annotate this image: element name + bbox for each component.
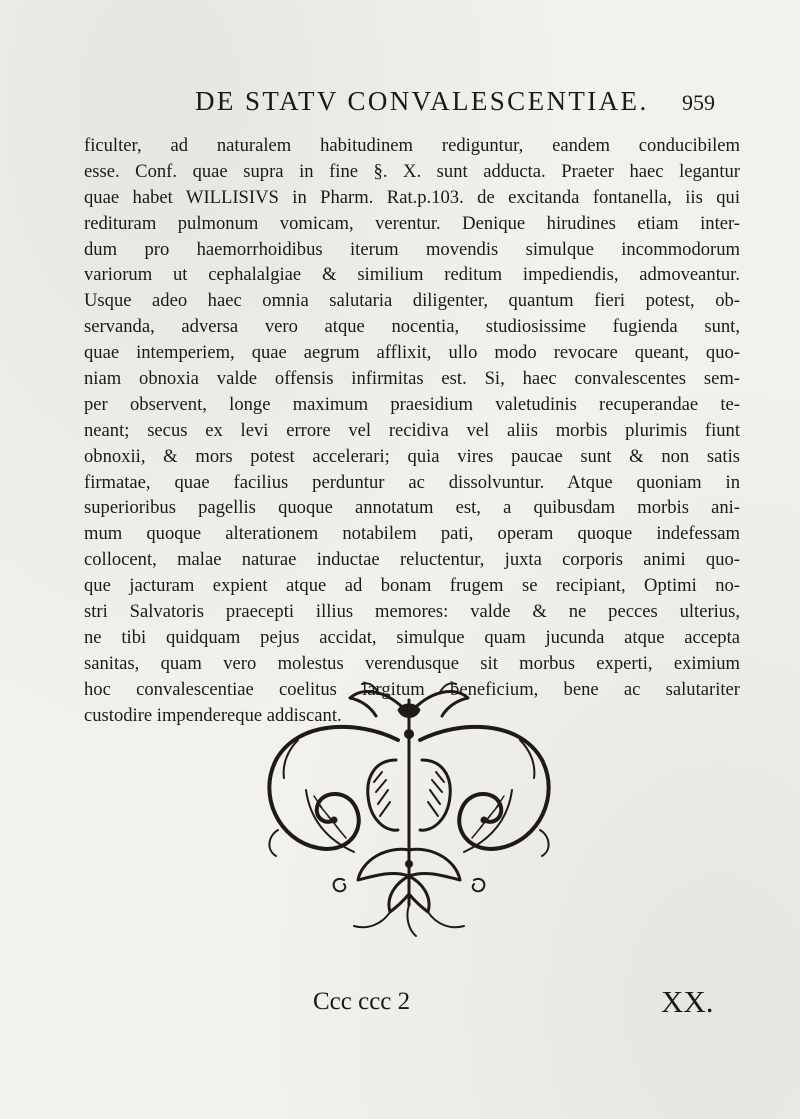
text-line: niam obnoxia valde offensis infirmitas est. Si, haec convalescentes sem- bbox=[84, 368, 740, 390]
floral-tailpiece-ornament-icon bbox=[258, 680, 560, 942]
text-line: firmatae, quae facilius perduntur ac dissolvuntur. Atque quoniam in bbox=[84, 471, 740, 493]
text-line: ne tibi quidquam pejus accidat, simulque quam jucunda atque accepta bbox=[84, 626, 740, 648]
page-footer bbox=[0, 984, 800, 1028]
text-line: stri Salvatoris praecepti illius memores: valde & ne pecces ulterius, bbox=[84, 601, 740, 623]
running-head: DE STATV CONVALESCENTIAE. bbox=[195, 86, 649, 116]
text-line: redituram pulmonum vomicam, verentur. Denique hirudines etiam inter- bbox=[84, 212, 740, 234]
text-line-last: custodire impendereque addiscant. bbox=[84, 704, 342, 726]
text-line: quae intemperiem, quae aegrum afflixit, ullo modo revocare queant, quo- bbox=[84, 342, 740, 364]
page-number: 959 bbox=[682, 90, 715, 115]
text-line: esse. Conf. quae supra in fine §. X. sunt adducta. Praeter haec legantur bbox=[84, 160, 740, 182]
catchword: XX. bbox=[661, 984, 714, 1019]
text-line: variorum ut cephalalgiae & similium reditum impediendis, admoveantur. bbox=[84, 264, 740, 286]
text-line: mum quoque alterationem notabilem pati, operam quoque indefessam bbox=[84, 523, 740, 545]
text-line: superioribus pagellis quoque annotatum est, a quibusdam morbis ani- bbox=[84, 497, 740, 519]
text-line: Usque adeo haec omnia salutaria diligenter, quantum fieri potest, ob- bbox=[84, 290, 740, 312]
text-line: servanda, adversa vero atque nocentia, studiosissime fugienda sunt, bbox=[84, 316, 740, 338]
text-line: dum pro haemorrhoidibus iterum movendis simulque incommodorum bbox=[84, 238, 740, 260]
text-line: hoc convalescentiae coelitus largitum beneficium, bene ac salutariter bbox=[84, 678, 740, 700]
text-line: que jacturam expient atque ad bonam frugem se recipiant, Optimi no- bbox=[84, 575, 740, 597]
text-line: ficulter, ad naturalem habitudinem rediguntur, eandem conducibilem bbox=[84, 135, 740, 156]
page-header bbox=[0, 86, 800, 126]
body-text bbox=[84, 133, 740, 728]
text-line: obnoxii, & mors potest accelerari; quia vires paucae sunt & non satis bbox=[84, 445, 740, 467]
text-line: neant; secus ex levi errore vel recidiva vel aliis morbis plurimis fiunt bbox=[84, 419, 740, 441]
text-line: collocent, malae naturae inductae reluctentur, juxta corporis animi quo- bbox=[84, 549, 740, 571]
text-line: quae habet WILLISIVS in Pharm. Rat.p.103. de excitanda fontanella, iis qui bbox=[84, 186, 740, 208]
text-line: per observent, longe maximum praesidium valetudinis recuperandae te- bbox=[84, 393, 740, 415]
signature-mark: Ccc ccc 2 bbox=[313, 988, 411, 1015]
text-line: sanitas, quam vero molestus verendusque sit morbus experti, eximium bbox=[84, 652, 740, 674]
